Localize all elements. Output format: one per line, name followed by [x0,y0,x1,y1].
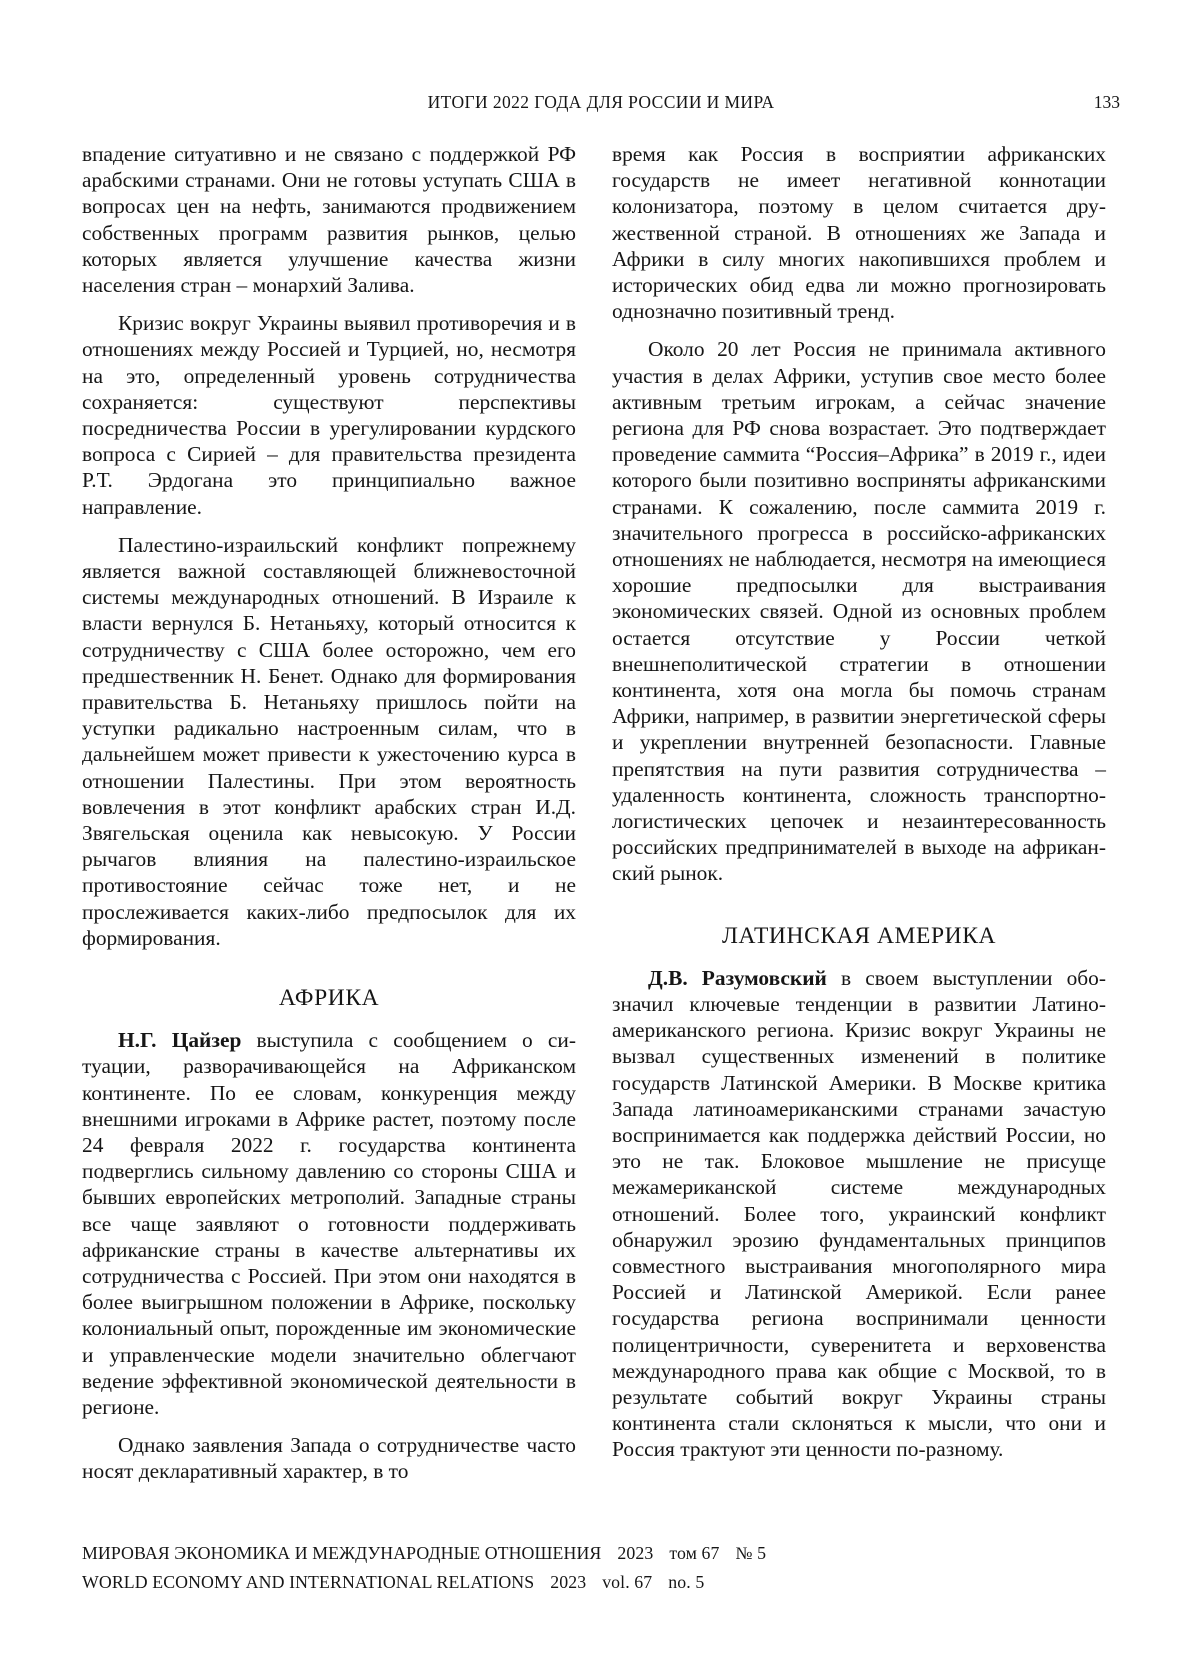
journal-volume-ru: том 67 [669,1543,720,1563]
journal-volume-en: vol. 67 [602,1572,653,1592]
right-column [612,141,1106,1475]
running-head [82,92,1120,120]
journal-footer [82,1539,1082,1597]
footer-line-ru [82,1539,1082,1568]
journal-name-ru: МИРОВАЯ ЭКОНОМИКА И МЕЖДУНАРОДНЫЕ ОТНОШЕНИЯ [82,1543,602,1563]
journal-issue-ru: № 5 [735,1543,767,1563]
journal-year-ru: 2023 [617,1543,654,1563]
paragraph: впадение ситуативно и не связано с поддержкой РФ арабскими странами. Они не готовы уступать США в вопросах цен на нефть, занимаются продвижением собственных программ развития рынков, целью которых является улучшение качества жизни населения стран – монархий Залива. [82,142,576,298]
paragraph-text: выступила с сообщением о ситуации, разворачивающейся на Африканском континенте. По ее словам, конкуренция между внешними игроками в Африке растет, поэтому после 24 февраля 2022 г. государства континента подверглись сильному давлению со стороны США и бывших европейских метрополий. Западные страны все чаще заявляют о готовности поддерживать африканские страны в качестве альтернативы их сотрудничества с Россией. При этом они находятся в более выигрышном положении в Африке, поскольку колониальный опыт, порожденные им экономические и управленческие модели значительно облегчают ведение эффективной экономической деятельности в регионе. [82,1028,576,1419]
journal-name-en: WORLD ECONOMY AND INTERNATIONAL RELATIONS [82,1572,535,1592]
journal-issue-en: no. 5 [668,1572,705,1592]
section-heading-latin-america: ЛАТИНСКАЯ АМЕРИКА [721,922,997,949]
running-head-title: ИТОГИ 2022 ГОДА ДЛЯ РОССИИ И МИРА [427,92,775,112]
section-heading-africa: АФРИКА [278,985,380,1012]
page-number: 133 [1093,92,1120,112]
paragraph: Около 20 лет Россия не принимала активного участия в делах Африки, уступив свое место более активным третьим игрокам, а сейчас значение региона для РФ снова возрастает. Это подтверждает проведение саммита “Россия–Африка” в 2019 г., идеи которого были позитивно восприняты африканскими странами. К сожалению, после саммита 2019 г. значительного прогресса в российско-африканских отношениях не наблюдается, несмотря на имеющиеся хорошие предпосылки для выстраивания экономических связей. Одной из основных проблем остается отсутствие у России четкой внешнеполитической стратегии в отношении континента, хотя она могла бы помочь странам Африки, например, в развитии энергетической сферы и укреплении внутренней безопасности. Главные препятствия на пути развития сотрудничества – удаленность континента, сложность транспортно-логистических цепочек и незаинтересованность российских предпринимателей в выходе на африканский рынок. [612,337,1106,886]
paragraph: Кризис вокруг Украины выявил противоречия и в отношениях между Россией и Турцией, но, несмотря на это, определенный уровень сотрудничества сохраняется: существуют перспективы посредничества России в урегулировании курдского вопроса с Сирией – для правительства президента Р.Т. Эрдогана это принципиально важное направление. [82,311,576,519]
author-name: Д.В. Разумовский [648,965,827,990]
paragraph: время как Россия в восприятии африканских государств не имеет негативной коннотации колонизатора, поэтому в целом считается дружественной страной. В отношениях же Запада и Африки в силу многих накопившихся проблем и исторических обид едва ли можно прогнозировать однозначно позитивный тренд. [612,142,1106,324]
journal-year-en: 2023 [550,1572,587,1592]
left-column [82,141,576,1497]
author-name: Н.Г. Цайзер [118,1028,242,1053]
paragraph: Палестино-израильский конфликт попрежнему является важной составляющей ближневосточной системы международных отношений. В Израиле к власти вернулся Б. Нетаньяху, который относится к сотрудничеству с США более осторожно, чем его предшественник Н. Бенет. Однако для формирования правительства Б. Нетаньяху пришлось пойти на уступки радикально настроенным силам, что в дальнейшем может привести к ужесточению курса в отношении Палестины. При этом вероятность вовлечения в этот конфликт арабских стран И.Д. Звягельская оценила как невысокую. У России рычагов влияния на палестино-израильское противостояние сейчас тоже нет, и не прослеживается каких-либо предпосылок для их формирования. [82,532,576,950]
paragraph: Однако заявления Запада о сотрудничестве часто носят декларативный характер, в то [82,1433,576,1484]
paragraph [612,965,1106,1463]
paragraph [82,1027,576,1420]
paragraph-text: в своем выступлении обозначил ключевые тенденции в развитии Латиноамериканского региона. Кризис вокруг Украины не вызвал существенных изменений в политике государств Латинской Америки. В Москве критика Запада латиноамериканскими странами зачастую воспринимается как поддержка действий России, но это не так. Блоковое мышление не присуще межамериканской системе международных отношений. Более того, украинский конфликт обнаружил эрозию фундаментальных принципов совместного выстраивания многополярного мира Россией и Латинской Америкой. Если ранее государства региона воспринимали ценности полицентричности, суверенитета и верховенства международного права как общие с Москвой, то в результате событий вокруг Украины страны континента стали склоняться к мысли, что они и Россия трактуют эти ценности по-разному. [612,965,1106,1462]
footer-line-en [82,1568,1082,1597]
